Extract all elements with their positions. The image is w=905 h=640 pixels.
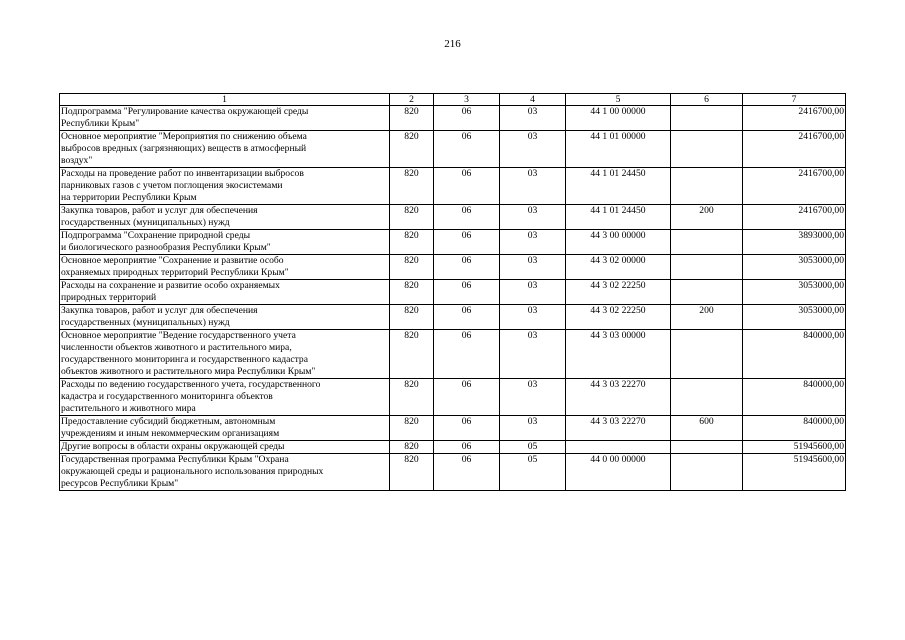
- cell-section: 06: [434, 416, 500, 441]
- table-row: [60, 230, 846, 255]
- table-row: [60, 280, 846, 305]
- cell-amount: 2416700,00: [743, 131, 846, 168]
- row-name: Предоставление субсидий бюджетным, автономным учреждениям и иным некоммерческим организациям: [60, 416, 390, 441]
- table-row: [60, 441, 846, 454]
- cell-target-article: 44 3 02 22250: [566, 280, 671, 305]
- cell-section: 06: [434, 441, 500, 454]
- cell-section: 06: [434, 330, 500, 379]
- table-row: [60, 330, 846, 379]
- row-name: Расходы на сохранение и развитие особо охраняемых природных территорий: [60, 280, 390, 305]
- row-name: Основное мероприятие "Сохранение и развитие особо охраняемых природных территорий Республики Крым": [60, 255, 390, 280]
- cell-ministry-code: 820: [390, 305, 434, 330]
- cell-subsection: 03: [500, 280, 566, 305]
- cell-subsection: 03: [500, 416, 566, 441]
- cell-ministry-code: 820: [390, 255, 434, 280]
- row-name: Основное мероприятие "Мероприятия по снижению объема выбросов вредных (загрязняющих) веществ в атмосферный воздух": [60, 131, 390, 168]
- cell-section: 06: [434, 131, 500, 168]
- table-row: [60, 106, 846, 131]
- cell-expense-type: [671, 131, 743, 168]
- cell-ministry-code: 820: [390, 416, 434, 441]
- cell-section: 06: [434, 168, 500, 205]
- table-row: [60, 416, 846, 441]
- cell-subsection: 03: [500, 255, 566, 280]
- cell-target-article: 44 3 03 22270: [566, 416, 671, 441]
- cell-amount: 840000,00: [743, 416, 846, 441]
- column-header: 5: [566, 94, 671, 106]
- cell-ministry-code: 820: [390, 106, 434, 131]
- cell-amount: 3053000,00: [743, 305, 846, 330]
- cell-subsection: 03: [500, 106, 566, 131]
- cell-target-article: 44 3 00 00000: [566, 230, 671, 255]
- row-name: Закупка товаров, работ и услуг для обеспечения государственных (муниципальных) нужд: [60, 305, 390, 330]
- table-row: [60, 379, 846, 416]
- cell-section: 06: [434, 454, 500, 491]
- cell-expense-type: [671, 454, 743, 491]
- cell-expense-type: [671, 441, 743, 454]
- cell-subsection: 03: [500, 230, 566, 255]
- column-header: 2: [390, 94, 434, 106]
- cell-amount: 3053000,00: [743, 255, 846, 280]
- column-header: 7: [743, 94, 846, 106]
- cell-ministry-code: 820: [390, 454, 434, 491]
- cell-section: 06: [434, 305, 500, 330]
- cell-section: 06: [434, 255, 500, 280]
- cell-subsection: 05: [500, 454, 566, 491]
- page-number: 216: [444, 38, 461, 50]
- row-name: Другие вопросы в области охраны окружающей среды: [60, 441, 390, 454]
- cell-amount: 51945600,00: [743, 441, 846, 454]
- cell-section: 06: [434, 230, 500, 255]
- table-row: [60, 305, 846, 330]
- cell-ministry-code: 820: [390, 441, 434, 454]
- cell-expense-type: 600: [671, 416, 743, 441]
- row-name: Расходы по ведению государственного учета, государственного кадастра и государственного мониторинга объектов растительного и животного мира: [60, 379, 390, 416]
- cell-subsection: 03: [500, 205, 566, 230]
- row-name: Подпрограмма "Регулирование качества окружающей среды Республики Крым": [60, 106, 390, 131]
- cell-subsection: 03: [500, 168, 566, 205]
- cell-section: 06: [434, 280, 500, 305]
- cell-amount: 2416700,00: [743, 106, 846, 131]
- cell-subsection: 03: [500, 131, 566, 168]
- table-row: [60, 131, 846, 168]
- cell-section: 06: [434, 205, 500, 230]
- table-row: [60, 255, 846, 280]
- column-header: 4: [500, 94, 566, 106]
- cell-target-article: [566, 441, 671, 454]
- cell-expense-type: [671, 330, 743, 379]
- table-row: [60, 454, 846, 491]
- cell-subsection: 05: [500, 441, 566, 454]
- cell-expense-type: [671, 379, 743, 416]
- row-name: Основное мероприятие "Ведение государственного учета численности объектов животного и растительного мира, государственного мониторинга и государственного кадастра объектов животного и растительного мира Республики Крым": [60, 330, 390, 379]
- cell-expense-type: [671, 280, 743, 305]
- cell-amount: 51945600,00: [743, 454, 846, 491]
- cell-amount: 2416700,00: [743, 168, 846, 205]
- cell-ministry-code: 820: [390, 168, 434, 205]
- column-header: 6: [671, 94, 743, 106]
- cell-amount: 840000,00: [743, 330, 846, 379]
- cell-target-article: 44 0 00 00000: [566, 454, 671, 491]
- cell-ministry-code: 820: [390, 330, 434, 379]
- cell-target-article: 44 1 01 24450: [566, 205, 671, 230]
- row-name: Подпрограмма "Сохранение природной среды и биологического разнообразия Республики Крым": [60, 230, 390, 255]
- cell-target-article: 44 1 01 00000: [566, 131, 671, 168]
- cell-target-article: 44 3 02 22250: [566, 305, 671, 330]
- cell-target-article: 44 3 03 00000: [566, 330, 671, 379]
- budget-table: [59, 93, 846, 491]
- cell-amount: 840000,00: [743, 379, 846, 416]
- cell-target-article: 44 1 00 00000: [566, 106, 671, 131]
- cell-target-article: 44 1 01 24450: [566, 168, 671, 205]
- row-name: Государственная программа Республики Крым "Охрана окружающей среды и рационального использования природных ресурсов Республики Крым": [60, 454, 390, 491]
- cell-expense-type: [671, 230, 743, 255]
- cell-ministry-code: 820: [390, 379, 434, 416]
- table-row: [60, 205, 846, 230]
- cell-ministry-code: 820: [390, 230, 434, 255]
- cell-ministry-code: 820: [390, 131, 434, 168]
- cell-amount: 3053000,00: [743, 280, 846, 305]
- header-row: [60, 94, 846, 106]
- column-header: 3: [434, 94, 500, 106]
- cell-ministry-code: 820: [390, 205, 434, 230]
- cell-amount: 3893000,00: [743, 230, 846, 255]
- table-row: [60, 168, 846, 205]
- cell-expense-type: [671, 168, 743, 205]
- row-name: Расходы на проведение работ по инвентаризации выбросов парниковых газов с учетом поглощения экосистемами на территории Республики Крым: [60, 168, 390, 205]
- cell-section: 06: [434, 379, 500, 416]
- cell-expense-type: [671, 255, 743, 280]
- cell-subsection: 03: [500, 379, 566, 416]
- cell-expense-type: 200: [671, 205, 743, 230]
- cell-expense-type: 200: [671, 305, 743, 330]
- cell-ministry-code: 820: [390, 280, 434, 305]
- cell-target-article: 44 3 03 22270: [566, 379, 671, 416]
- cell-subsection: 03: [500, 305, 566, 330]
- cell-amount: 2416700,00: [743, 205, 846, 230]
- cell-expense-type: [671, 106, 743, 131]
- cell-section: 06: [434, 106, 500, 131]
- row-name: Закупка товаров, работ и услуг для обеспечения государственных (муниципальных) нужд: [60, 205, 390, 230]
- column-header: 1: [60, 94, 390, 106]
- cell-target-article: 44 3 02 00000: [566, 255, 671, 280]
- cell-subsection: 03: [500, 330, 566, 379]
